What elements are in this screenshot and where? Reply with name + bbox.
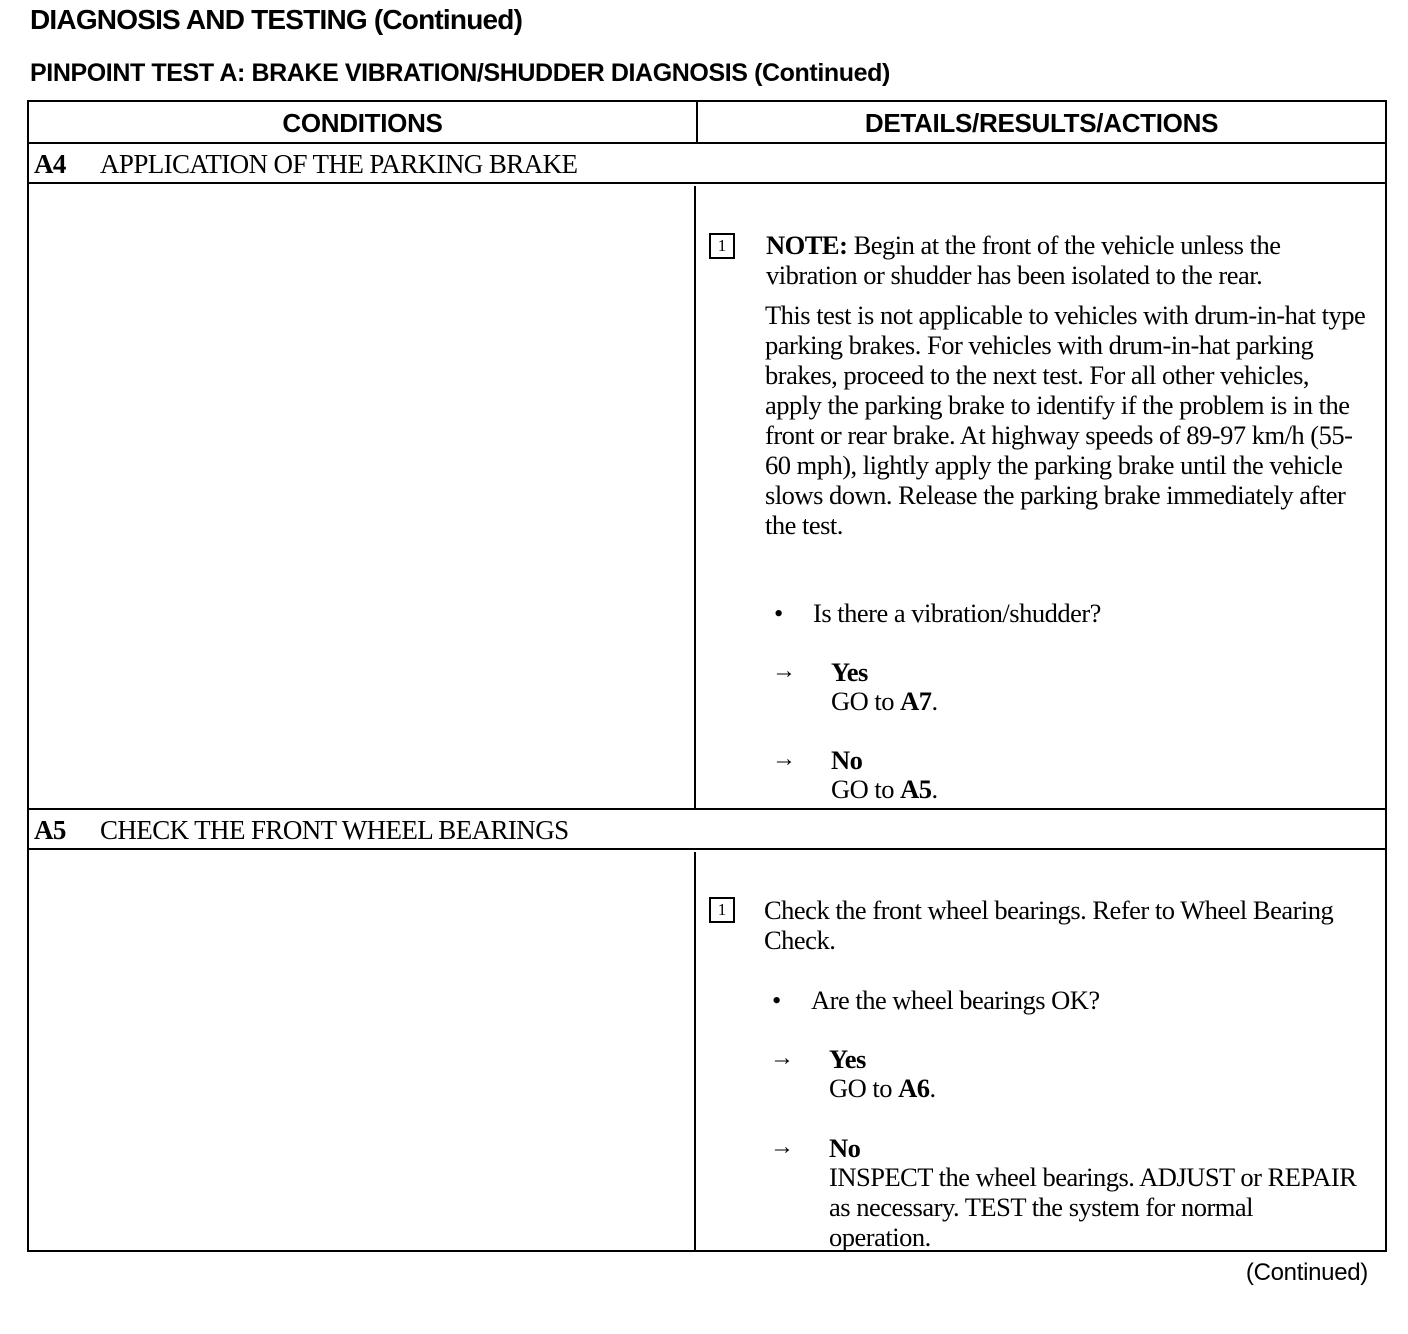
instruction-paragraph: Check the front wheel bearings. Refer to Wheel Bearing Check. <box>764 895 1334 955</box>
yes-action-target: A7 <box>900 686 932 716</box>
page-subtitle: PINPOINT TEST A: BRAKE VIBRATION/SHUDDER DIAGNOSIS (Continued) <box>30 59 890 87</box>
no-label: No <box>829 1133 861 1163</box>
item-number-box: 1 <box>709 233 735 259</box>
yes-action-text: GO to <box>829 1073 899 1103</box>
note-paragraph <box>766 230 1372 290</box>
no-action: INSPECT the wheel bearings. ADJUST or REPAIR as necessary. TEST the system for normal operation. <box>829 1162 1357 1252</box>
question-text: Is there a vibration/shudder? <box>813 598 1101 628</box>
no-action-text: GO to <box>831 774 901 804</box>
arrow-right-icon: → <box>770 1045 794 1071</box>
arrow-right-icon: → <box>772 658 796 684</box>
step-title-row-a4 <box>29 144 1385 184</box>
continued-footer: (Continued) <box>1245 1259 1368 1286</box>
step-title-row-a5 <box>29 810 1385 850</box>
step-body-row-a5 <box>29 852 1385 1250</box>
yes-action <box>829 1073 1229 1103</box>
step-body-row-a4 <box>29 186 1385 810</box>
period: . <box>931 774 938 804</box>
bullet-icon: • <box>772 985 781 1015</box>
yes-action <box>831 686 1231 716</box>
details-cell <box>698 186 1385 808</box>
step-title: APPLICATION OF THE PARKING BRAKE <box>100 149 578 179</box>
item-number-box: 1 <box>709 897 735 923</box>
pinpoint-test-table <box>27 100 1387 1252</box>
yes-action-text: GO to <box>831 686 901 716</box>
instruction-paragraph: This test is not applicable to vehicles with drum-in-hat type parking brakes. For vehicles with drum-in-hat parking brakes, proceed to the next test. For all other vehicles, apply the parking brake to identify if the problem is in the front or rear brake. At highway speeds of 89-97 km/h (55-60 mph), lightly apply the parking brake until the vehicle slows down. Release the parking brake immediately after the test. <box>765 300 1366 540</box>
period: . <box>929 1073 936 1103</box>
step-code: A5 <box>34 815 66 845</box>
step-code: A4 <box>34 149 66 179</box>
step-title: CHECK THE FRONT WHEEL BEARINGS <box>100 815 569 845</box>
column-header-details: DETAILS/RESULTS/ACTIONS <box>864 108 1219 138</box>
no-action-target: A5 <box>900 774 932 804</box>
page-title: DIAGNOSIS AND TESTING (Continued) <box>30 4 523 35</box>
bullet-icon: • <box>774 598 783 628</box>
note-text: Begin at the front of the vehicle unless the vibration or shudder has been isolated to the rear. <box>766 230 1281 290</box>
table-header-row <box>29 102 1385 144</box>
yes-label: Yes <box>829 1044 866 1074</box>
yes-label: Yes <box>831 657 868 687</box>
arrow-right-icon: → <box>772 746 796 772</box>
question-text: Are the wheel bearings OK? <box>811 985 1100 1015</box>
conditions-cell <box>29 852 696 1250</box>
details-cell <box>698 852 1385 1250</box>
note-label: NOTE: <box>766 230 848 260</box>
column-header-conditions: CONDITIONS <box>29 102 698 142</box>
yes-action-target: A6 <box>898 1073 930 1103</box>
conditions-cell <box>29 186 696 808</box>
period: . <box>931 686 938 716</box>
no-label: No <box>831 745 863 775</box>
arrow-right-icon: → <box>770 1134 794 1160</box>
no-action <box>831 774 1231 804</box>
